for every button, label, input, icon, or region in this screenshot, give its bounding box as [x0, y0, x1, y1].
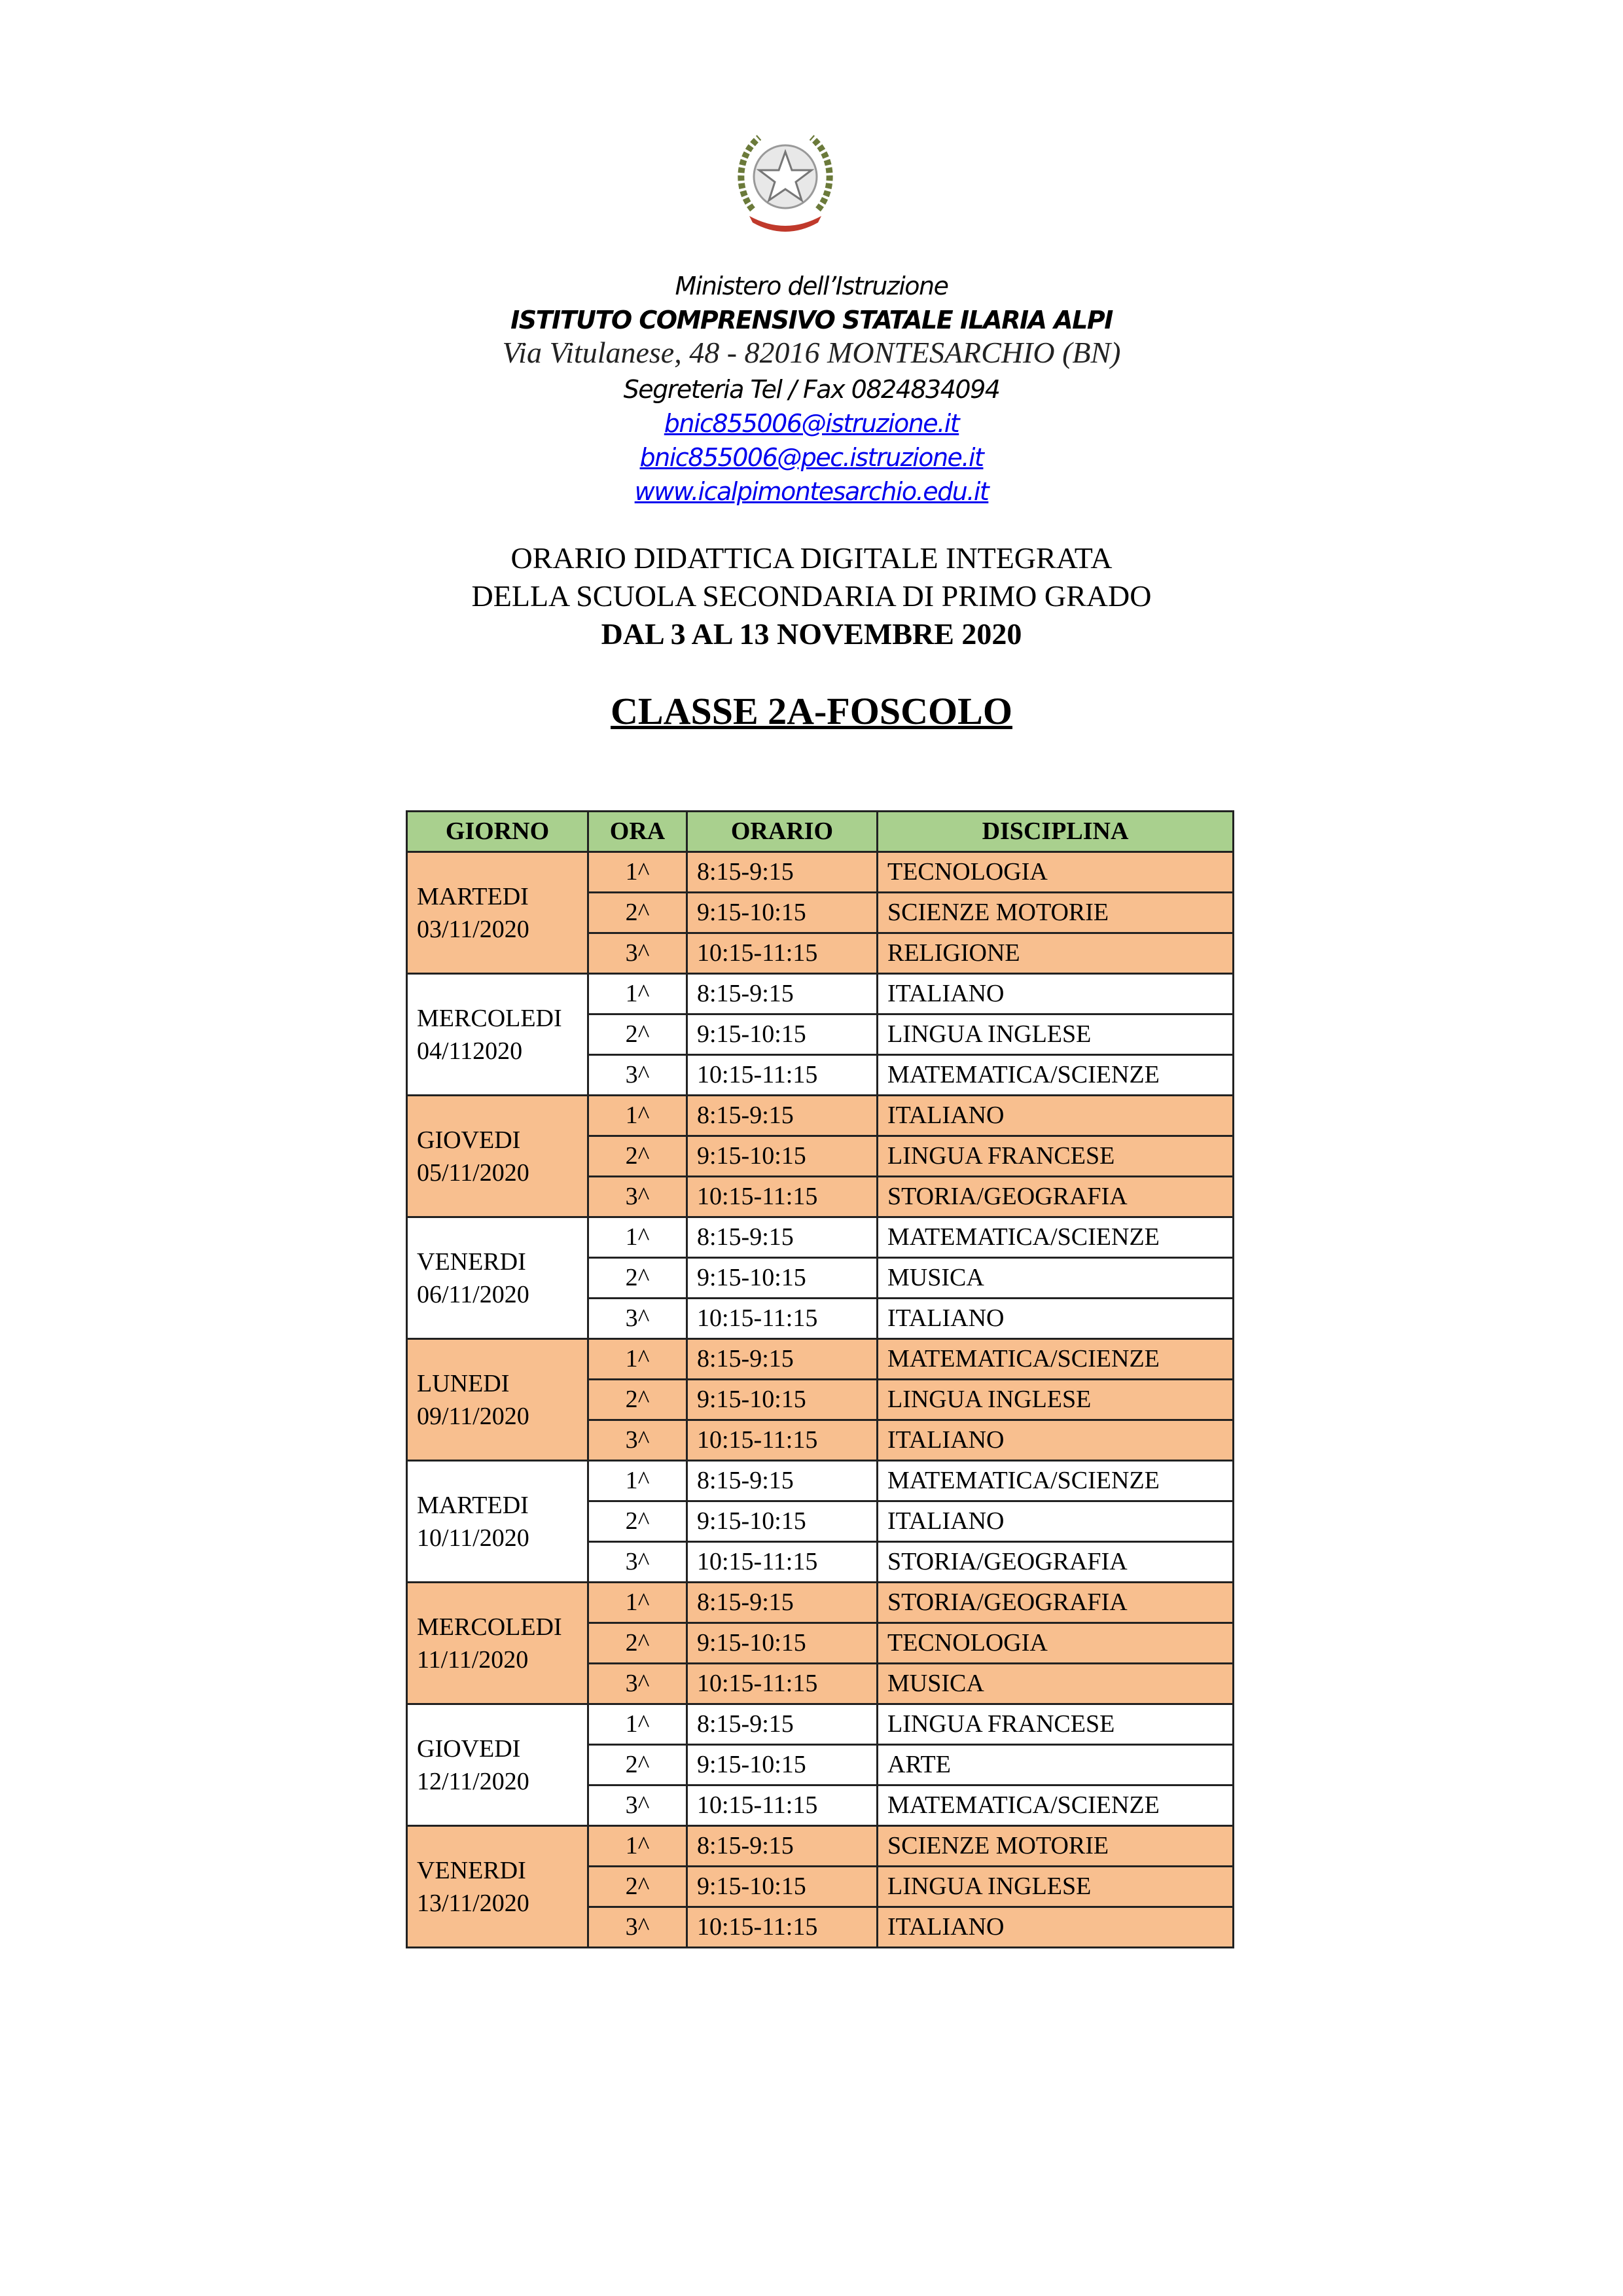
subject-cell: MATEMATICA/SCIENZE	[878, 1217, 1234, 1258]
subject-cell: MUSICA	[878, 1664, 1234, 1704]
time-cell: 10:15-11:15	[687, 933, 878, 974]
table-row	[407, 1096, 1234, 1136]
subject-cell: SCIENZE MOTORIE	[878, 1826, 1234, 1867]
subject-cell: ARTE	[878, 1745, 1234, 1785]
subject-cell: STORIA/GEOGRAFIA	[878, 1177, 1234, 1217]
time-cell: 8:15-9:15	[687, 1461, 878, 1501]
school-phone: Segreteria Tel / Fax 0824834094	[623, 375, 1000, 404]
time-cell: 10:15-11:15	[687, 1055, 878, 1096]
subject-cell: MATEMATICA/SCIENZE	[878, 1461, 1234, 1501]
period-cell: 1^	[588, 852, 687, 893]
period-cell: 3^	[588, 1177, 687, 1217]
period-cell: 3^	[588, 1785, 687, 1826]
period-cell: 3^	[588, 1542, 687, 1583]
time-cell: 9:15-10:15	[687, 893, 878, 933]
day-name: MARTEDI	[417, 1491, 529, 1519]
day-date: 13/11/2020	[417, 1889, 529, 1917]
subject-cell: TECNOLOGIA	[878, 852, 1234, 893]
time-cell: 9:15-10:15	[687, 1623, 878, 1664]
table-row	[407, 1339, 1234, 1380]
day-name: MERCOLEDI	[417, 1004, 562, 1032]
period-cell: 2^	[588, 1014, 687, 1055]
col-disciplina: DISCIPLINA	[878, 812, 1234, 852]
day-name: VENERDI	[417, 1247, 526, 1276]
time-cell: 10:15-11:15	[687, 1299, 878, 1339]
period-cell: 1^	[588, 1217, 687, 1258]
period-cell: 2^	[588, 1867, 687, 1907]
day-date: 06/11/2020	[417, 1280, 529, 1308]
period-cell: 3^	[588, 1299, 687, 1339]
time-cell: 8:15-9:15	[687, 1217, 878, 1258]
school-address: Via Vitulanese, 48 - 82016 MONTESARCHIO (BN)	[502, 336, 1121, 369]
email-link[interactable]: bnic855006@istruzione.it	[664, 409, 959, 438]
period-cell: 1^	[588, 1339, 687, 1380]
period-cell: 2^	[588, 1258, 687, 1299]
period-cell: 1^	[588, 974, 687, 1014]
table-row	[407, 974, 1234, 1014]
col-orario: ORARIO	[687, 812, 878, 852]
time-cell: 9:15-10:15	[687, 1014, 878, 1055]
day-cell	[407, 1217, 588, 1339]
period-cell: 1^	[588, 1096, 687, 1136]
period-cell: 2^	[588, 1623, 687, 1664]
subject-cell: ITALIANO	[878, 1420, 1234, 1461]
day-name: GIOVEDI	[417, 1734, 521, 1763]
subject-cell: ITALIANO	[878, 1501, 1234, 1542]
subject-cell: LINGUA FRANCESE	[878, 1704, 1234, 1745]
time-cell: 9:15-10:15	[687, 1258, 878, 1299]
time-cell: 9:15-10:15	[687, 1745, 878, 1785]
table-row	[407, 1583, 1234, 1623]
day-date: 05/11/2020	[417, 1158, 529, 1187]
subject-cell: LINGUA INGLESE	[878, 1380, 1234, 1420]
time-cell: 8:15-9:15	[687, 1339, 878, 1380]
time-cell: 8:15-9:15	[687, 852, 878, 893]
time-cell: 10:15-11:15	[687, 1542, 878, 1583]
time-cell: 10:15-11:15	[687, 1420, 878, 1461]
subject-cell: SCIENZE MOTORIE	[878, 893, 1234, 933]
day-date: 10/11/2020	[417, 1524, 529, 1552]
day-name: GIOVEDI	[417, 1126, 521, 1154]
subject-cell: ITALIANO	[878, 974, 1234, 1014]
table-row	[407, 852, 1234, 893]
title-dates: DAL 3 AL 13 NOVEMBRE 2020	[601, 617, 1022, 651]
day-name: LUNEDI	[417, 1369, 510, 1397]
time-cell: 8:15-9:15	[687, 1704, 878, 1745]
title-line-2: DELLA SCUOLA SECONDARIA DI PRIMO GRADO	[471, 579, 1152, 613]
time-cell: 9:15-10:15	[687, 1501, 878, 1542]
period-cell: 2^	[588, 1745, 687, 1785]
italian-republic-emblem	[733, 124, 838, 236]
time-cell: 8:15-9:15	[687, 1096, 878, 1136]
subject-cell: STORIA/GEOGRAFIA	[878, 1542, 1234, 1583]
period-cell: 3^	[588, 1055, 687, 1096]
period-cell: 3^	[588, 1420, 687, 1461]
subject-cell: MATEMATICA/SCIENZE	[878, 1055, 1234, 1096]
table-row	[407, 1704, 1234, 1745]
subject-cell: ITALIANO	[878, 1299, 1234, 1339]
subject-cell: STORIA/GEOGRAFIA	[878, 1583, 1234, 1623]
col-giorno: GIORNO	[407, 812, 588, 852]
period-cell: 3^	[588, 1907, 687, 1948]
period-cell: 1^	[588, 1826, 687, 1867]
subject-cell: ITALIANO	[878, 1907, 1234, 1948]
time-cell: 10:15-11:15	[687, 1177, 878, 1217]
day-date: 12/11/2020	[417, 1767, 529, 1795]
subject-cell: MATEMATICA/SCIENZE	[878, 1339, 1234, 1380]
schedule-table	[406, 810, 1234, 1948]
time-cell: 8:15-9:15	[687, 1826, 878, 1867]
period-cell: 2^	[588, 1501, 687, 1542]
table-row	[407, 1826, 1234, 1867]
time-cell: 9:15-10:15	[687, 1380, 878, 1420]
subject-cell: LINGUA INGLESE	[878, 1014, 1234, 1055]
time-cell: 10:15-11:15	[687, 1785, 878, 1826]
day-cell	[407, 1339, 588, 1461]
day-date: 04/112020	[417, 1037, 523, 1065]
subject-cell: MATEMATICA/SCIENZE	[878, 1785, 1234, 1826]
table-row	[407, 1461, 1234, 1501]
day-name: VENERDI	[417, 1856, 526, 1884]
class-title: CLASSE 2A-FOSCOLO	[611, 690, 1012, 732]
day-cell	[407, 852, 588, 974]
subject-cell: MUSICA	[878, 1258, 1234, 1299]
period-cell: 3^	[588, 1664, 687, 1704]
subject-cell: TECNOLOGIA	[878, 1623, 1234, 1664]
col-ora: ORA	[588, 812, 687, 852]
day-date: 11/11/2020	[417, 1645, 529, 1674]
time-cell: 10:15-11:15	[687, 1907, 878, 1948]
period-cell: 2^	[588, 1136, 687, 1177]
ministry-name: Ministero dell’Istruzione	[675, 272, 948, 300]
pec-link[interactable]: bnic855006@pec.istruzione.it	[639, 443, 984, 472]
period-cell: 2^	[588, 1380, 687, 1420]
time-cell: 9:15-10:15	[687, 1867, 878, 1907]
subject-cell: LINGUA INGLESE	[878, 1867, 1234, 1907]
time-cell: 10:15-11:15	[687, 1664, 878, 1704]
period-cell: 2^	[588, 893, 687, 933]
day-cell	[407, 1461, 588, 1583]
day-date: 09/11/2020	[417, 1402, 529, 1430]
table-row	[407, 1217, 1234, 1258]
time-cell: 8:15-9:15	[687, 1583, 878, 1623]
day-cell	[407, 1826, 588, 1948]
time-cell: 8:15-9:15	[687, 974, 878, 1014]
period-cell: 1^	[588, 1704, 687, 1745]
day-cell	[407, 974, 588, 1096]
subject-cell: ITALIANO	[878, 1096, 1234, 1136]
period-cell: 1^	[588, 1583, 687, 1623]
day-date: 03/11/2020	[417, 915, 529, 943]
period-cell: 3^	[588, 933, 687, 974]
day-cell	[407, 1704, 588, 1826]
website-link[interactable]: www.icalpimontesarchio.edu.it	[634, 477, 989, 506]
subject-cell: RELIGIONE	[878, 933, 1234, 974]
time-cell: 9:15-10:15	[687, 1136, 878, 1177]
title-line-1: ORARIO DIDATTICA DIGITALE INTEGRATA	[510, 541, 1113, 575]
day-name: MERCOLEDI	[417, 1613, 562, 1641]
period-cell: 1^	[588, 1461, 687, 1501]
subject-cell: LINGUA FRANCESE	[878, 1136, 1234, 1177]
table-header-row	[407, 812, 1234, 852]
day-name: MARTEDI	[417, 882, 529, 910]
school-name: ISTITUTO COMPRENSIVO STATALE ILARIA ALPI	[510, 306, 1113, 334]
day-cell	[407, 1096, 588, 1217]
day-cell	[407, 1583, 588, 1704]
